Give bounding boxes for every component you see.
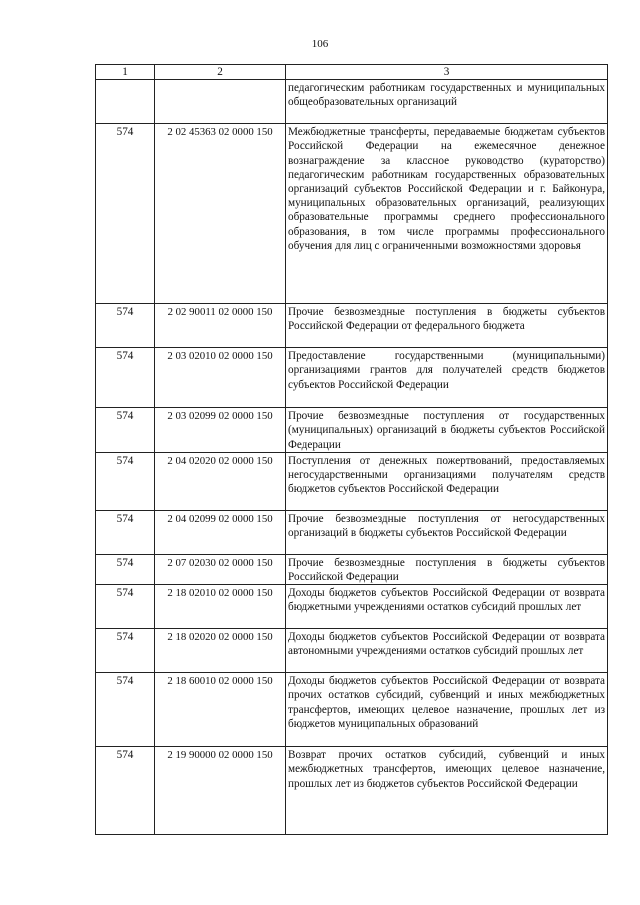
- description-cell: Прочие безвозмездные поступления от государственных (муниципальных) организаций в бюджеты субъектов Российской Федерации: [286, 408, 608, 453]
- admin-code-cell: 574: [96, 747, 155, 835]
- description-cell: Возврат прочих остатков субсидий, субвенций и иных межбюджетных трансфертов, имеющих целевое назначение, прошлых лет из бюджетов субъектов Российской Федерации: [286, 747, 608, 835]
- page-number: 106: [311, 38, 329, 50]
- description-cell: педагогическим работникам государственных и муниципальных общеобразовательных организаций: [286, 80, 608, 124]
- revenue-code-cell: 2 19 90000 02 0000 150: [155, 747, 286, 835]
- admin-code-cell: 574: [96, 348, 155, 408]
- admin-code-cell: 574: [96, 554, 155, 584]
- description-cell: Прочие безвозмездные поступления в бюджеты субъектов Российской Федерации: [286, 554, 608, 584]
- revenue-code-cell: 2 18 60010 02 0000 150: [155, 673, 286, 747]
- description-cell: Поступления от денежных пожертвований, предоставляемых негосударственными организациями получателям средств бюджетов субъектов Российской Федерации: [286, 452, 608, 510]
- table-row: [96, 554, 608, 584]
- revenue-code-cell: 2 02 45363 02 0000 150: [155, 124, 286, 304]
- description-cell: Доходы бюджетов субъектов Российской Федерации от возврата прочих остатков субсидий, субвенций и иных межбюджетных трансфертов, имеющих целевое назначение, прошлых лет из бюджетов муниципальных образований: [286, 673, 608, 747]
- revenue-code-cell: 2 03 02010 02 0000 150: [155, 348, 286, 408]
- revenue-code-cell: 2 04 02099 02 0000 150: [155, 510, 286, 554]
- description-cell: Доходы бюджетов субъектов Российской Федерации от возврата автономными учреждениями остатков субсидий прошлых лет: [286, 629, 608, 673]
- budget-code-table: [95, 64, 608, 835]
- table-row: [96, 408, 608, 453]
- admin-code-cell: 574: [96, 452, 155, 510]
- column-header-1: 1: [96, 65, 155, 80]
- admin-code-cell: 574: [96, 629, 155, 673]
- description-cell: Прочие безвозмездные поступления в бюджеты субъектов Российской Федерации от федерального бюджета: [286, 304, 608, 348]
- revenue-code-cell: 2 18 02020 02 0000 150: [155, 629, 286, 673]
- table-row: [96, 585, 608, 629]
- description-cell: Межбюджетные трансферты, передаваемые бюджетам субъектов Российской Федерации на ежемесячное денежное вознаграждение за классное руководство (кураторство) педагогическим работникам государственных образовательных организаций субъектов Российской Федерации и г. Байконура, муниципальных образовательных организаций, реализующих образовательные программы среднего профессионального образования, в том числе программы профессионального обучения для лиц с ограниченными возможностями здоровья: [286, 124, 608, 304]
- table-row: [96, 629, 608, 673]
- revenue-code-cell: 2 07 02030 02 0000 150: [155, 554, 286, 584]
- table-row: [96, 124, 608, 304]
- table-row: [96, 747, 608, 835]
- revenue-code-cell: 2 18 02010 02 0000 150: [155, 585, 286, 629]
- revenue-code-cell: [155, 80, 286, 124]
- admin-code-cell: 574: [96, 673, 155, 747]
- description-cell: Доходы бюджетов субъектов Российской Федерации от возврата бюджетными учреждениями остатков субсидий прошлых лет: [286, 585, 608, 629]
- column-header-3: 3: [286, 65, 608, 80]
- revenue-code-cell: 2 04 02020 02 0000 150: [155, 452, 286, 510]
- description-cell: Предоставление государственными (муниципальными) организациями грантов для получателей средств бюджетов субъектов Российской Федерации: [286, 348, 608, 408]
- table-header-row: [96, 65, 608, 80]
- table-row: [96, 510, 608, 554]
- revenue-code-cell: 2 02 90011 02 0000 150: [155, 304, 286, 348]
- admin-code-cell: 574: [96, 408, 155, 453]
- column-header-2: 2: [155, 65, 286, 80]
- table-row: [96, 80, 608, 124]
- table-row: [96, 348, 608, 408]
- table-row: [96, 452, 608, 510]
- admin-code-cell: 574: [96, 585, 155, 629]
- revenue-code-cell: 2 03 02099 02 0000 150: [155, 408, 286, 453]
- description-cell: Прочие безвозмездные поступления от негосударственных организаций в бюджеты субъектов Российской Федерации: [286, 510, 608, 554]
- admin-code-cell: 574: [96, 124, 155, 304]
- admin-code-cell: 574: [96, 510, 155, 554]
- admin-code-cell: [96, 80, 155, 124]
- admin-code-cell: 574: [96, 304, 155, 348]
- table-row: [96, 304, 608, 348]
- table-row: [96, 673, 608, 747]
